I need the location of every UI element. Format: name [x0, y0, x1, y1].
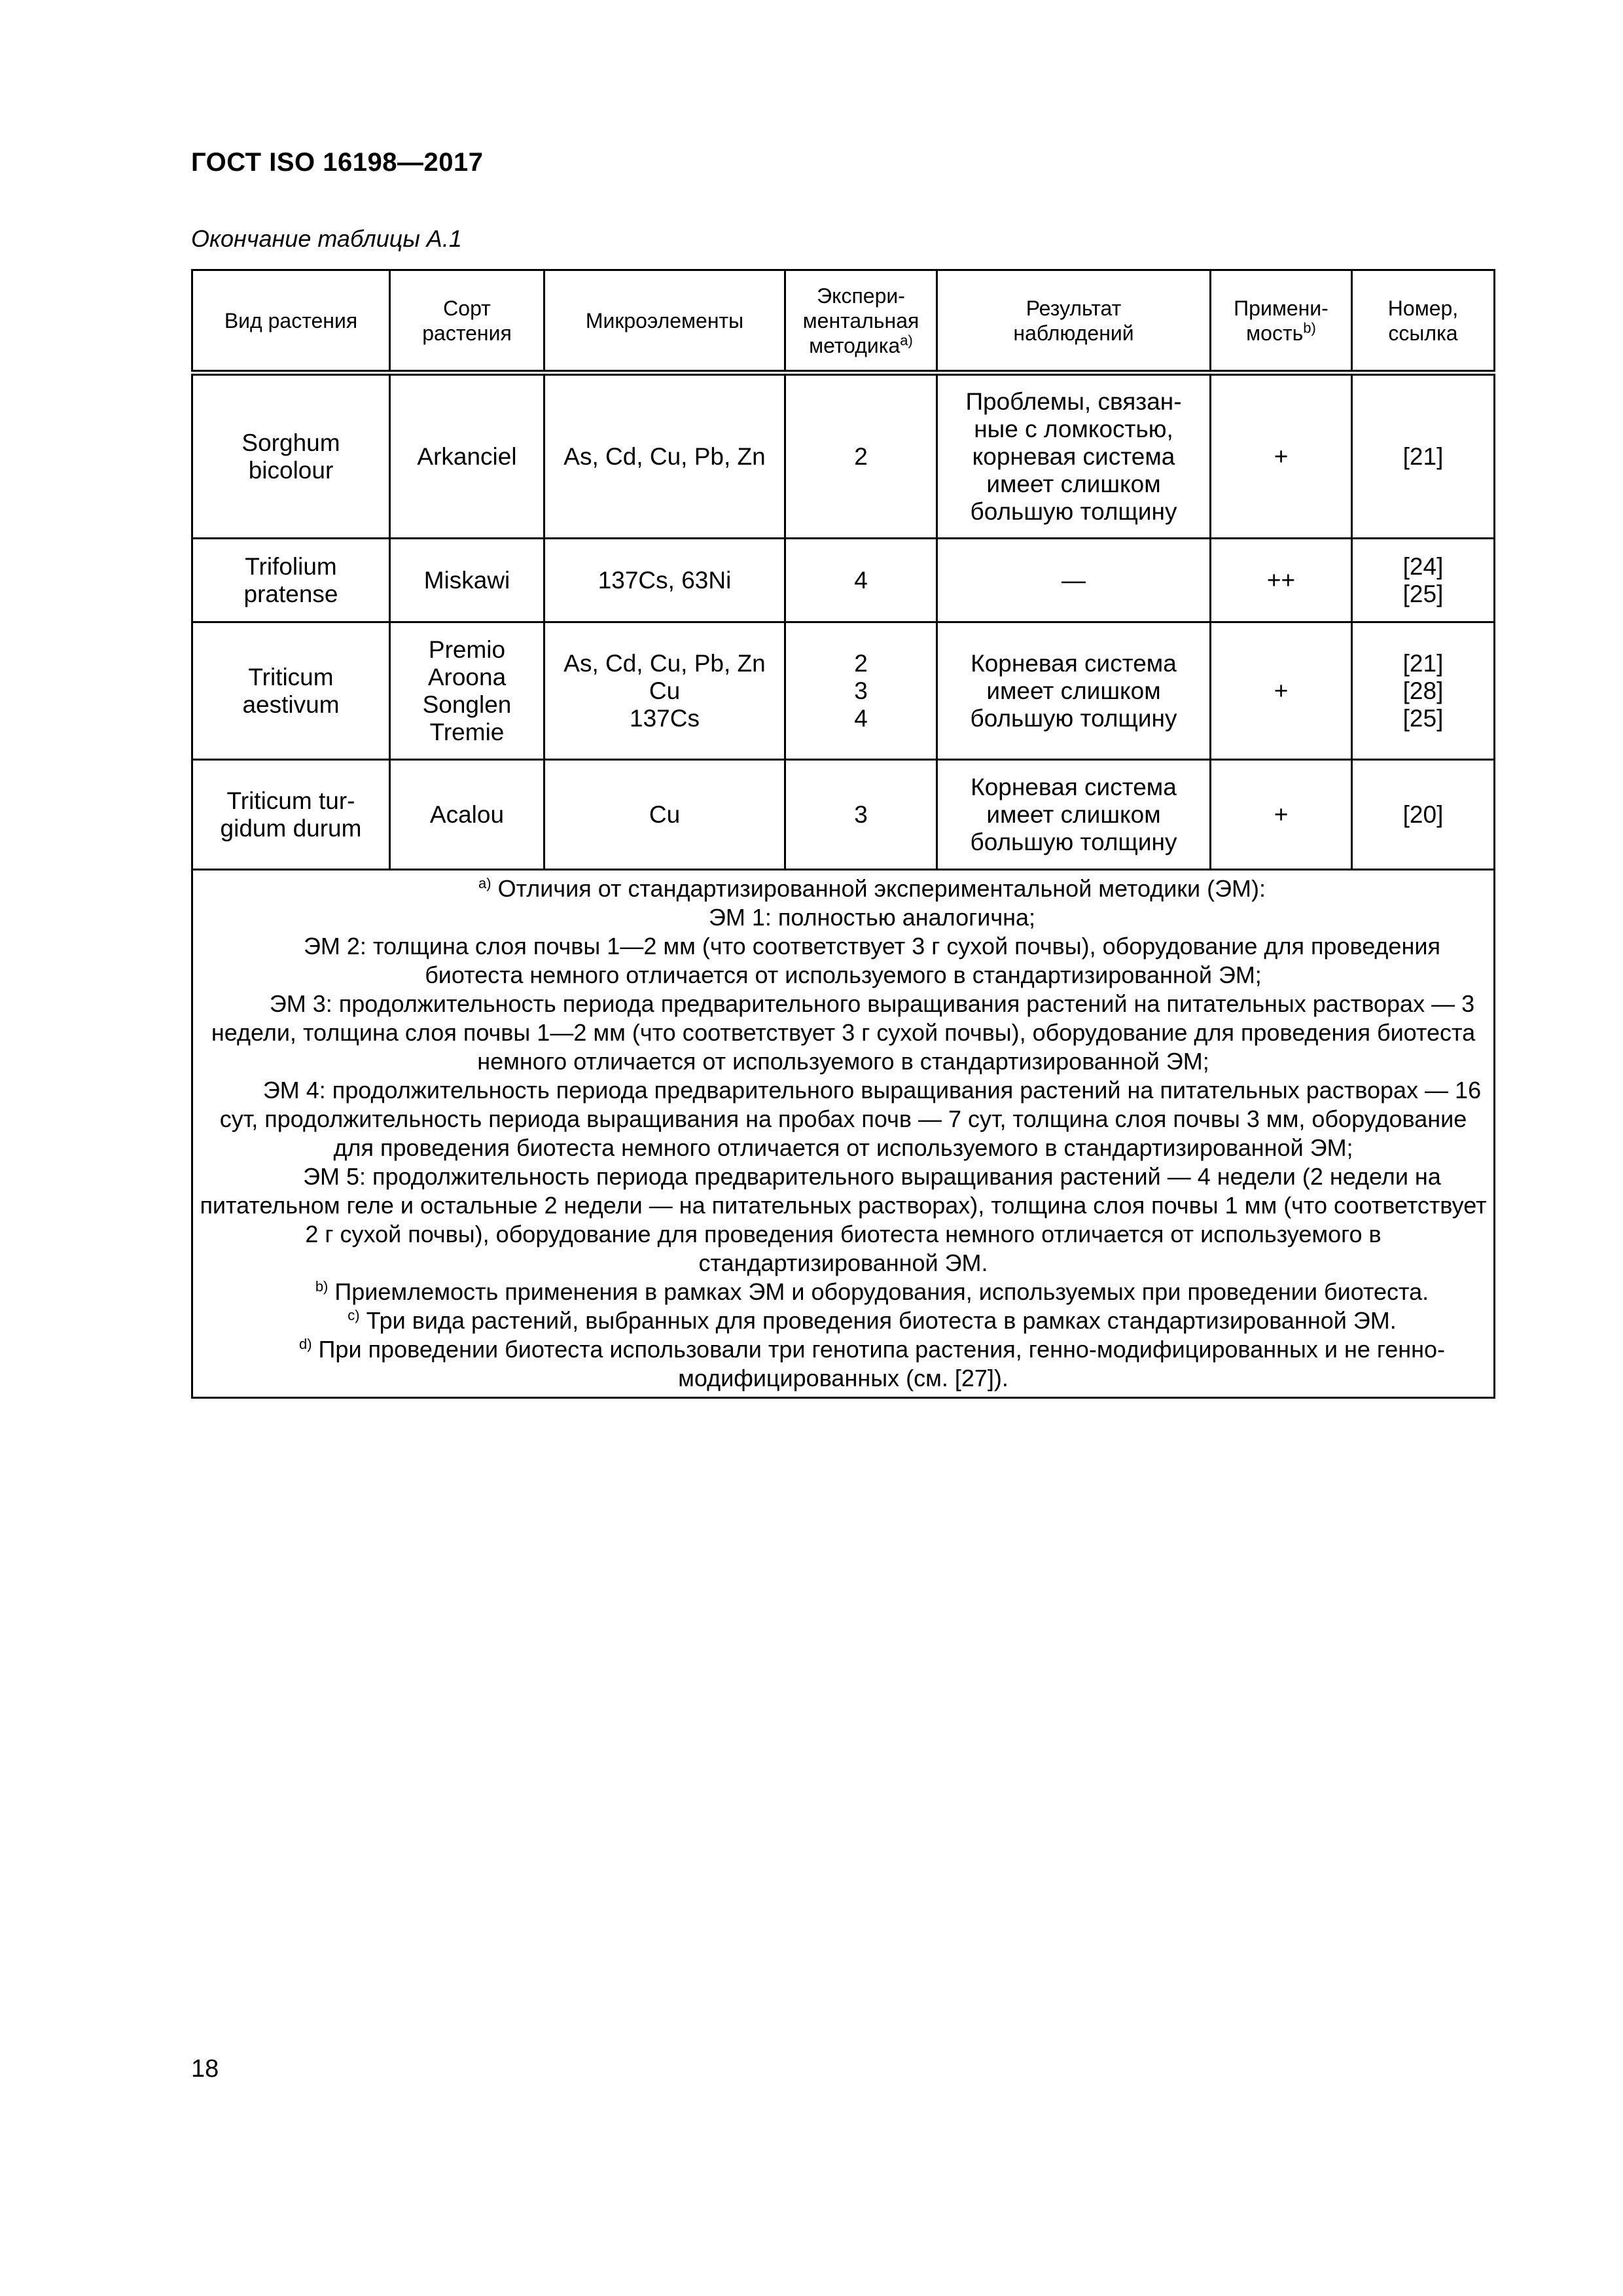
col-header-reference: Номер, ссылка	[1352, 270, 1495, 373]
footnote-d: $^{d)}$ При проведении биотеста использовали три генотипа растения, генно-модифицированных и не генно-модифицированных (см. [27]).	[298, 1336, 1446, 1391]
cell-applicability: ++	[1211, 539, 1352, 622]
table-row	[192, 373, 1495, 539]
footnotes-cell	[192, 870, 1495, 1398]
cell-applicability: +	[1211, 373, 1352, 539]
cell-elements: As, Cd, Cu, Pb, Zn	[544, 373, 785, 539]
document-header: ГОСТ ISO 16198—2017	[191, 148, 484, 177]
table-row	[192, 539, 1495, 622]
col-header-cultivar: Сорт растения	[390, 270, 544, 373]
cell-cultivar: Premio Aroona Songlen Tremie	[390, 622, 544, 760]
cell-method: 2 3 4	[785, 622, 937, 760]
footnote-em1: ЭМ 1: полностью аналогична;	[708, 904, 1036, 931]
col-header-method: Экспери- ментальная методика$^{а)}$	[785, 270, 937, 373]
cell-elements: Cu	[544, 760, 785, 870]
cell-applicability: +	[1211, 622, 1352, 760]
cell-elements: 137Cs, 63Ni	[544, 539, 785, 622]
table-row	[192, 760, 1495, 870]
cell-result: Корневая система имеет слишком большую толщину	[937, 622, 1211, 760]
cell-applicability: +	[1211, 760, 1352, 870]
col-header-result: Результат наблюдений	[937, 270, 1211, 373]
footnote-c: $^{с)}$ Три вида растений, выбранных для проведения биотеста в рамках стандартизированной ЭМ.	[348, 1307, 1397, 1334]
cell-reference: [24] [25]	[1352, 539, 1495, 622]
footnote-em4: ЭМ 4: продолжительность периода предварительного выращивания растений на питательных растворах — 16 сут, продолжительность периода выращивания на пробах почв — 7 сут, толщина слоя почвы 3 мм, оборудование для проведения биотеста немного отличается от используемого в стандартизированной ЭМ;	[219, 1077, 1482, 1161]
footnote-a: $^{а)}$ Отличия от стандартизированной экспериментальной методики (ЭМ):	[478, 875, 1266, 902]
table-row	[192, 622, 1495, 760]
cell-result: Проблемы, связан- ные с ломкостью, корневая система имеет слишком большую толщину	[937, 373, 1211, 539]
footnote-b-mark: b)	[315, 1278, 329, 1295]
footnote-em3: ЭМ 3: продолжительность периода предварительного выращивания растений на питательных растворах — 3 недели, толщина слоя почвы 1—2 мм (что соответствует 3 г сухой почвы), оборудование для проведения биотеста немного отличается от используемого в стандартизированной ЭМ;	[211, 990, 1476, 1075]
footnote-d-mark: d)	[298, 1336, 312, 1352]
col-header-applicability: Примени- мость$^{b)}$	[1211, 270, 1352, 373]
cell-species: Sorghum bicolour	[192, 373, 390, 539]
footnote-a-mark: а)	[478, 875, 491, 891]
col-header-elements: Микроэлементы	[544, 270, 785, 373]
cell-cultivar: Arkanciel	[390, 373, 544, 539]
cell-species: Triticum tur- gidum durum	[192, 760, 390, 870]
cell-method: 2	[785, 373, 937, 539]
cell-result: Корневая система имеет слишком большую толщину	[937, 760, 1211, 870]
cell-reference: [20]	[1352, 760, 1495, 870]
table-header-row	[192, 270, 1495, 373]
footnote-em2: ЭМ 2: толщина слоя почвы 1—2 мм (что соответствует 3 г сухой почвы), оборудование для проведения биотеста немного отличается от используемого в стандартизированной ЭМ;	[304, 933, 1440, 988]
cell-reference: [21]	[1352, 373, 1495, 539]
cell-species: Triticum aestivum	[192, 622, 390, 760]
page-number: 18	[191, 2055, 219, 2083]
cell-elements: As, Cd, Cu, Pb, Zn Cu 137Cs	[544, 622, 785, 760]
table-footnotes-row	[192, 870, 1495, 1398]
cell-method: 3	[785, 760, 937, 870]
col-header-species: Вид растения	[192, 270, 390, 373]
footnote-c-mark: с)	[348, 1307, 360, 1323]
table-container	[191, 269, 1493, 1399]
cell-result: —	[937, 539, 1211, 622]
table-caption: Окончание таблицы А.1	[191, 225, 462, 252]
cell-reference: [21] [28] [25]	[1352, 622, 1495, 760]
cell-method: 4	[785, 539, 937, 622]
data-table	[191, 269, 1495, 1399]
footnote-b: $^{b)}$ Приемлемость применения в рамках ЭМ и оборудования, используемых при проведении биотеста.	[315, 1278, 1429, 1305]
cell-cultivar: Miskawi	[390, 539, 544, 622]
footnote-em5: ЭМ 5: продолжительность периода предварительного выращивания растений — 4 недели (2 недели на питательном геле и остальные 2 недели — на питательных растворах), толщина слоя почвы 1 мм (что соответствует 2 г сухой почвы), оборудование для проведения биотеста немного отличается от используемого в стандартизированной ЭМ.	[200, 1163, 1487, 1276]
cell-cultivar: Acalou	[390, 760, 544, 870]
cell-species: Trifolium pratense	[192, 539, 390, 622]
